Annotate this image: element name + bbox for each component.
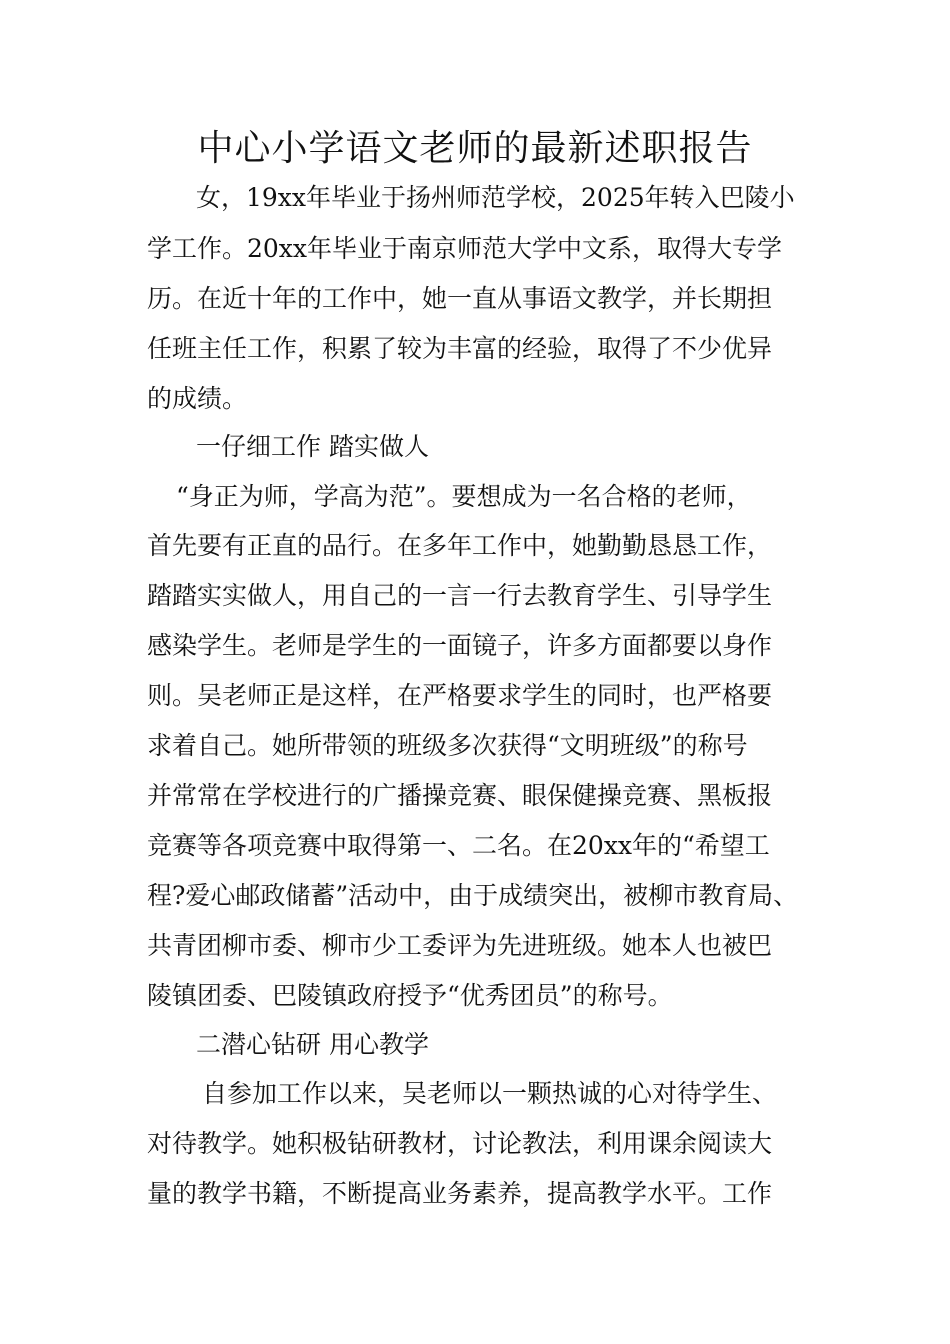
paragraph-line: 女，19xx年毕业于扬州师范学校，2025年转入巴陵小: [196, 183, 795, 212]
paragraph-line: 的成绩。: [147, 384, 248, 413]
paragraph-line: “身正为师，学高为范”。要想成为一名合格的老师，: [176, 482, 752, 511]
paragraph-line: 并常常在学校进行的广播操竞赛、眼保健操竞赛、黑板报: [147, 781, 773, 810]
paragraph-line: 则。吴老师正是这样，在严格要求学生的同时，也严格要: [147, 681, 773, 710]
paragraph-line: 学工作。20xx年毕业于南京师范大学中文系，取得大专学: [147, 234, 783, 263]
document-title: 中心小学语文老师的最新述职报告: [197, 128, 753, 169]
section-heading: 二潜心钻研 用心教学: [196, 1030, 429, 1059]
paragraph-line: 任班主任工作，积累了较为丰富的经验，取得了不少优异: [147, 334, 773, 363]
paragraph-line: 对待教学。她积极钻研教材，讨论教法，利用课余阅读大: [147, 1129, 773, 1158]
paragraph-line: 求着自己。她所带领的班级多次获得“文明班级”的称号: [147, 731, 748, 760]
paragraph-line: 自参加工作以来，吴老师以一颗热诚的心对待学生、: [202, 1079, 778, 1108]
section-heading: 一仔细工作 踏实做人: [196, 432, 429, 461]
paragraph-line: 陵镇团委、巴陵镇政府授予“优秀团员”的称号。: [147, 981, 673, 1010]
paragraph-line: 历。在近十年的工作中，她一直从事语文教学，并长期担: [147, 284, 773, 313]
paragraph-line: 共青团柳市委、柳市少工委评为先进班级。她本人也被巴: [147, 931, 773, 960]
paragraph-line: 感染学生。老师是学生的一面镜子，许多方面都要以身作: [147, 631, 773, 660]
paragraph-line: 首先要有正直的品行。在多年工作中，她勤勤恳恳工作，: [147, 531, 773, 560]
paragraph-line: 程?爱心邮政储蓄”活动中，由于成绩突出，被柳市教育局、: [147, 881, 799, 910]
paragraph-line: 竞赛等各项竞赛中取得第一、二名。在20xx年的“希望工: [147, 831, 770, 860]
paragraph-line: 量的教学书籍，不断提高业务素养，提高教学水平。工作: [147, 1179, 773, 1208]
paragraph-line: 踏踏实实做人，用自己的一言一行去教育学生、引导学生: [147, 581, 773, 610]
